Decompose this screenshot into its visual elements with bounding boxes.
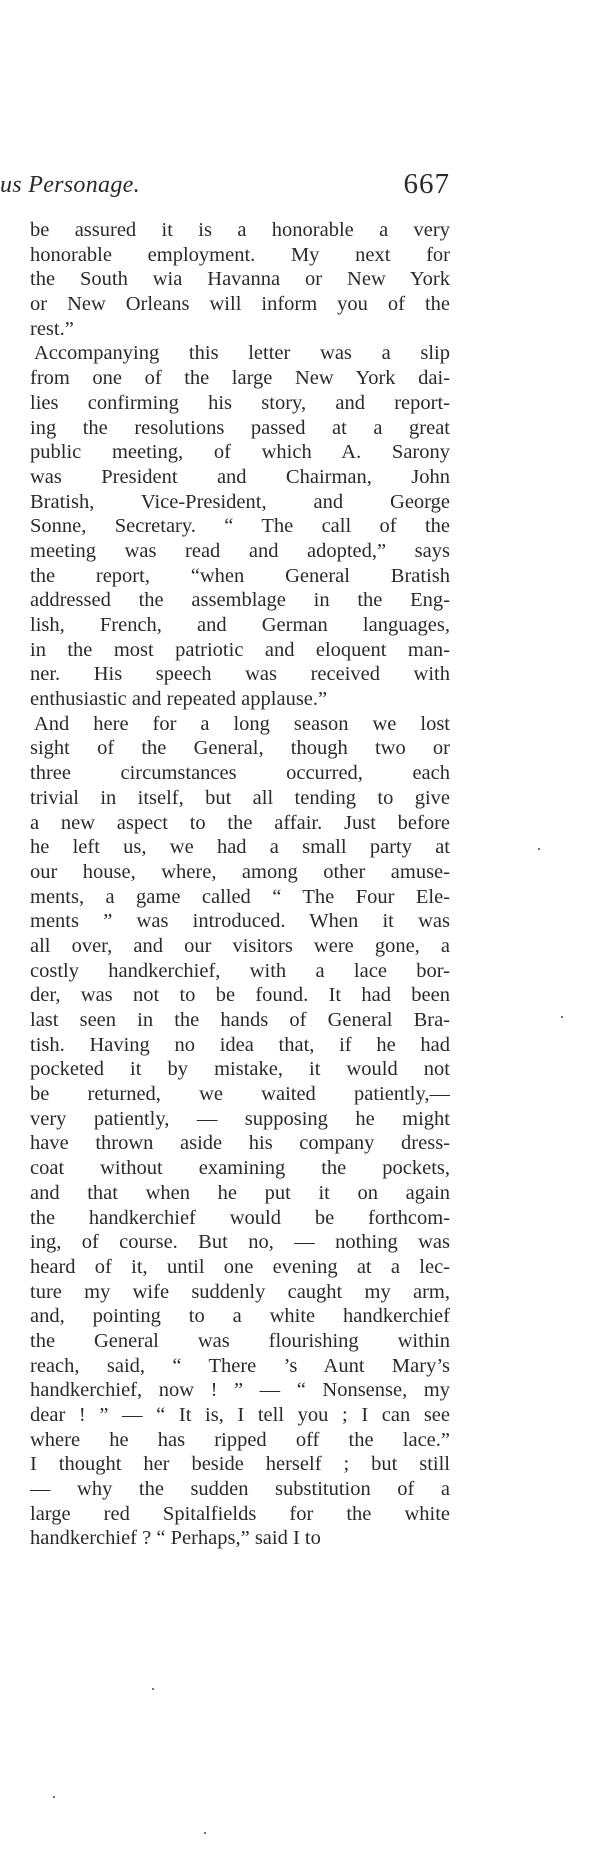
text-line: the General was flourishing within <box>30 1329 450 1352</box>
text-line: large red Spitalfields for the white <box>30 1502 450 1525</box>
text-line: — why the sudden substitution of a <box>30 1478 450 1501</box>
text-line: be returned, we waited patiently,— <box>30 1083 450 1106</box>
text-line: the handkerchief would be forthcom- <box>30 1206 450 1229</box>
text-line: rest.” <box>30 317 74 340</box>
text-line: sight of the General, though two or <box>30 737 450 760</box>
scan-speck <box>538 848 540 850</box>
running-title: us Personage. <box>0 172 140 198</box>
text-line: Accompanying this letter was a slip <box>34 342 450 365</box>
text-line: be assured it is a honorable a very <box>30 219 450 241</box>
text-line: the report, “when General Bratish <box>30 564 450 587</box>
text-line: trivial in itself, but all tending to give <box>30 786 450 809</box>
text-line: have thrown aside his company dress- <box>30 1132 450 1155</box>
text-line: Bratish, Vice-President, and George <box>30 490 450 513</box>
text-line: dear ! ” — “ It is, I tell you ; I can see <box>30 1404 450 1426</box>
scan-speck <box>53 1796 55 1798</box>
text-line: or New Orleans will inform you of the <box>30 293 450 316</box>
scan-speck <box>561 1016 563 1018</box>
page-number: 667 <box>403 168 450 200</box>
text-line: I thought her beside herself ; but still <box>30 1453 450 1476</box>
text-line: lies confirming his story, and report- <box>30 391 450 414</box>
text-line: pocketed it by mistake, it would not <box>30 1058 450 1081</box>
text-line: der, was not to be found. It had been <box>30 984 450 1007</box>
text-line: meeting was read and adopted,” says <box>30 539 450 562</box>
paragraph-1 <box>30 218 450 341</box>
text-line: coat without examining the pockets, <box>30 1157 450 1180</box>
running-head <box>0 168 450 208</box>
text-line: addressed the assemblage in the Eng- <box>30 589 450 612</box>
paragraph-2 <box>30 341 450 711</box>
text-line: enthusiastic and repeated applause.” <box>30 688 328 711</box>
body-text <box>30 218 450 1551</box>
text-line: and, pointing to a white handkerchief <box>30 1305 450 1328</box>
text-line: where he has ripped off the lace.” <box>30 1428 450 1451</box>
text-line: handkerchief, now ! ” — “ Nonsense, my <box>30 1379 450 1402</box>
text-line: ing the resolutions passed at a great <box>30 416 450 439</box>
text-line: from one of the large New York dai- <box>30 367 450 390</box>
paragraph-3 <box>30 712 450 1551</box>
text-line: ture my wife suddenly caught my arm, <box>30 1280 450 1303</box>
text-line: ner. His speech was received with <box>30 663 450 686</box>
text-line: costly handkerchief, with a lace bor- <box>30 959 450 982</box>
text-line: public meeting, of which A. Sarony <box>30 441 450 464</box>
text-line: in the most patriotic and eloquent man- <box>30 638 450 661</box>
text-line: the South wia Havanna or New York <box>30 268 450 291</box>
text-line: last seen in the hands of General Bra- <box>30 1009 450 1031</box>
text-line: three circumstances occurred, each <box>30 762 450 785</box>
text-line: a new aspect to the affair. Just before <box>30 811 450 834</box>
text-line: reach, said, “ There ’s Aunt Mary’s <box>30 1354 450 1377</box>
text-line: our house, where, among other amuse- <box>30 860 450 883</box>
text-line: ing, of course. But no, — nothing was <box>30 1231 450 1254</box>
text-line: tish. Having no idea that, if he had <box>30 1033 450 1056</box>
text-line: handkerchief ? “ Perhaps,” said I to <box>30 1527 321 1550</box>
text-line: honorable employment. My next for <box>30 243 450 266</box>
text-line: all over, and our visitors were gone, a <box>30 934 450 957</box>
text-line: and that when he put it on again <box>30 1181 450 1204</box>
scan-speck <box>152 1688 154 1690</box>
text-line: heard of it, until one evening at a lec- <box>30 1255 450 1278</box>
text-line: was President and Chairman, John <box>30 465 450 488</box>
scan-speck <box>204 1832 206 1834</box>
text-line: he left us, we had a small party at <box>30 836 450 859</box>
text-line: ments ” was introduced. When it was <box>30 910 450 933</box>
text-line: ments, a game called “ The Four Ele- <box>30 885 450 908</box>
text-line: very patiently, — supposing he might <box>30 1107 450 1130</box>
text-line: lish, French, and German languages, <box>30 614 450 636</box>
text-line: And here for a long season we lost <box>34 712 450 735</box>
text-line: Sonne, Secretary. “ The call of the <box>30 515 450 538</box>
